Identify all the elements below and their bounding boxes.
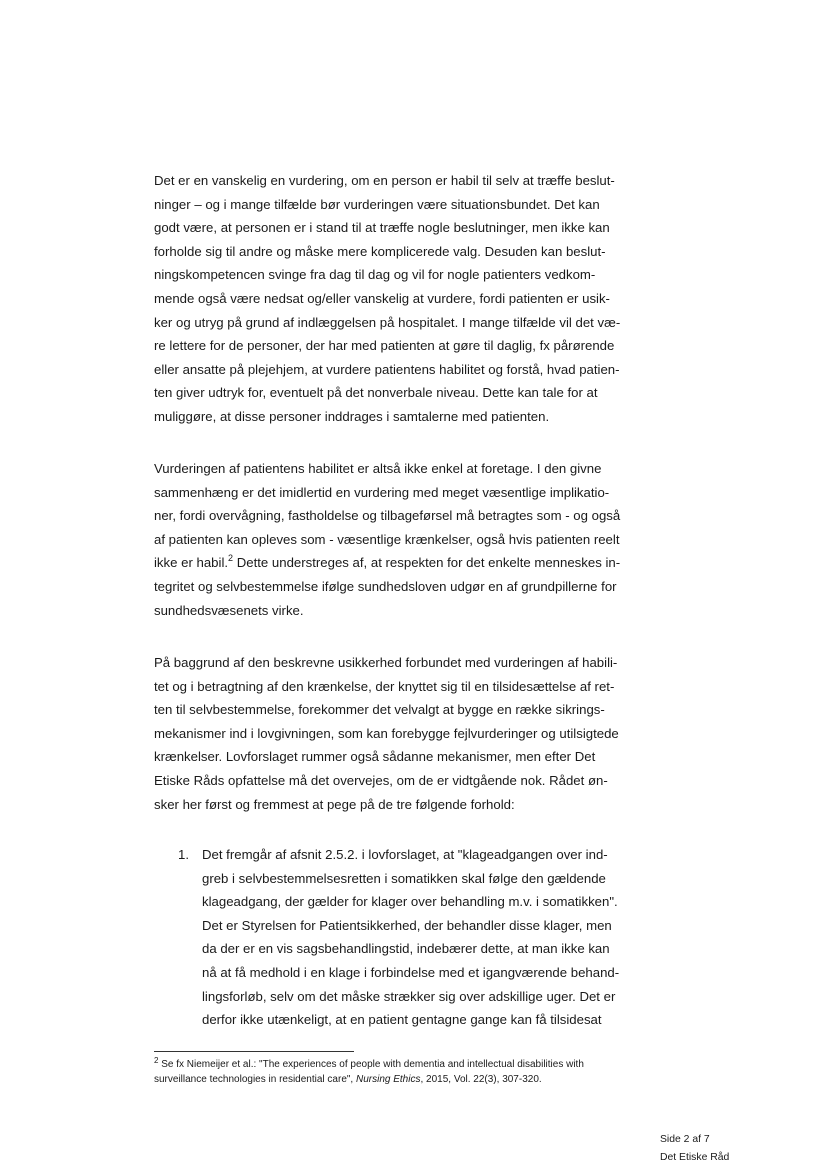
organization-name: Det Etiske Råd: [660, 1151, 730, 1163]
page-footer: [660, 1131, 729, 1166]
paragraph-line: tegritet og selvbestemmelse ifølge sundhedsloven udgør en af grundpillerne for: [154, 578, 617, 594]
list-item-line: derfor ikke utænkeligt, at en patient gentagne gange kan få tilsidesat: [202, 1012, 602, 1028]
paragraph-line: Vurderingen af patientens habilitet er altså ikke enkel at foretage. I den givne: [154, 461, 602, 476]
paragraph-3: [154, 651, 646, 816]
paragraph-line: Etiske Råds opfattelse må det overvejes, om de er vidtgående nok. Rådet øn-: [154, 772, 608, 788]
list-item-line: klageadgang, der gælder for klager over behandling m.v. i somatikken".: [202, 894, 618, 910]
paragraph-line: Det er en vanskelig en vurdering, om en person er habil til selv at træffe beslut-: [154, 173, 615, 188]
paragraph-line: af patienten kan opleves som - væsentlige krænkelser, også hvis patienten reelt: [154, 531, 620, 547]
paragraph-line: tet og i betragtning af den krænkelse, der knyttet sig til en tilsidesættelse af ret-: [154, 678, 615, 694]
footnote-text: surveillance technologies in residential care",: [154, 1073, 356, 1085]
paragraph-line: mende også være nedsat og/eller vanskelig at vurdere, fordi patienten er usik-: [154, 290, 610, 306]
list-item-line: greb i selvbestemmelsesretten i somatikken skal følge den gældende: [202, 870, 606, 886]
paragraph-text: Dette understreges af, at respekten for det enkelte menneskes in-: [233, 555, 621, 571]
list-item-line: da der er en vis sagsbehandlingstid, indebærer dette, at man ikke kan: [202, 941, 610, 957]
paragraph-line: ten til selvbestemmelse, forekommer det velvalgt at bygge en række sikrings-: [154, 702, 605, 718]
footnote-line: [154, 1073, 674, 1088]
paragraph-1: [154, 169, 646, 429]
paragraph-line: ninger – og i mange tilfælde bør vurderingen være situationsbundet. Det kan: [154, 196, 600, 212]
paragraph-line: sundhedsvæsenets virke.: [154, 602, 304, 618]
list-item-text: [202, 843, 619, 1032]
paragraph-line: sammenhæng er det imidlertid en vurdering med meget væsentlige implikatio-: [154, 484, 610, 500]
list-item-number: 1.: [178, 847, 189, 862]
paragraph-line: sker her først og fremmest at pege på de tre følgende forhold:: [154, 796, 515, 812]
paragraph-line: krænkelser. Lovforslaget rummer også sådanne mekanismer, men efter Det: [154, 749, 596, 765]
paragraph-line: muliggøre, at disse personer inddrages i samtalerne med patienten.: [154, 408, 550, 424]
paragraph-line: eller ansatte på plejehjem, at vurdere patientens habilitet og forstå, hvad patien-: [154, 361, 620, 377]
footnote-line: [154, 1058, 674, 1073]
footnote-reference[interactable]: 2: [228, 553, 234, 564]
paragraph-text: ikke er habil.: [154, 555, 229, 571]
paragraph-line: godt være, at personen er i stand til at træffe nogle beslutninger, men ikke kan: [154, 220, 610, 236]
paragraph-line: re lettere for de personer, der har med patienten at gøre til daglig, fx pårørende: [154, 338, 615, 354]
paragraph-line: ten giver udtryk for, eventuelt på det nonverbale niveau. Dette kan tale for at: [154, 385, 598, 401]
paragraph-line: ningskompetencen svinge fra dag til dag og vil for nogle patienters vedkom-: [154, 267, 596, 283]
list-item-line: lingsforløb, selv om det måske strækker sig over adskillige uger. Det er: [202, 988, 616, 1004]
list-item-line: Det fremgår af afsnit 2.5.2. i lovforslaget, at "klageadgangen over ind-: [202, 847, 608, 862]
paragraph-line-with-footnote: [154, 551, 646, 575]
paragraph-line: ker og utryg på grund af indlæggelsen på hospitalet. I mange tilfælde vil det væ-: [154, 314, 621, 330]
footnote-text: Se fx Niemeijer et al.: "The experiences of people with dementia and intellectual disabilities with: [158, 1059, 584, 1070]
paragraph-line: På baggrund af den beskrevne usikkerhed forbundet med vurderingen af habili-: [154, 655, 618, 670]
footnote-marker: 2: [154, 1056, 159, 1065]
paragraph-line: mekanismer ind i lovgivningen, som kan forebygge fejlvurderinger og utilsigtede: [154, 725, 619, 741]
footnote-journal: Nursing Ethics: [356, 1073, 421, 1085]
footnote-divider: [154, 1051, 354, 1052]
paragraph-2: [154, 457, 646, 622]
footnote-text: , 2015, Vol. 22(3), 307-320.: [420, 1073, 542, 1085]
paragraph-line: ner, fordi overvågning, fastholdelse og tilbageførsel må betragtes som - og også: [154, 508, 621, 524]
footnote: [154, 1058, 674, 1087]
list-item-line: nå at få medhold i en klage i forbindelse med et igangværende behand-: [202, 964, 620, 980]
list-item-line: Det er Styrelsen for Patientsikkerhed, der behandler disse klager, men: [202, 917, 612, 933]
page-number: Side 2 af 7: [660, 1134, 710, 1145]
paragraph-line: forholde sig til andre og måske mere komplicerede valg. Desuden kan beslut-: [154, 243, 606, 259]
